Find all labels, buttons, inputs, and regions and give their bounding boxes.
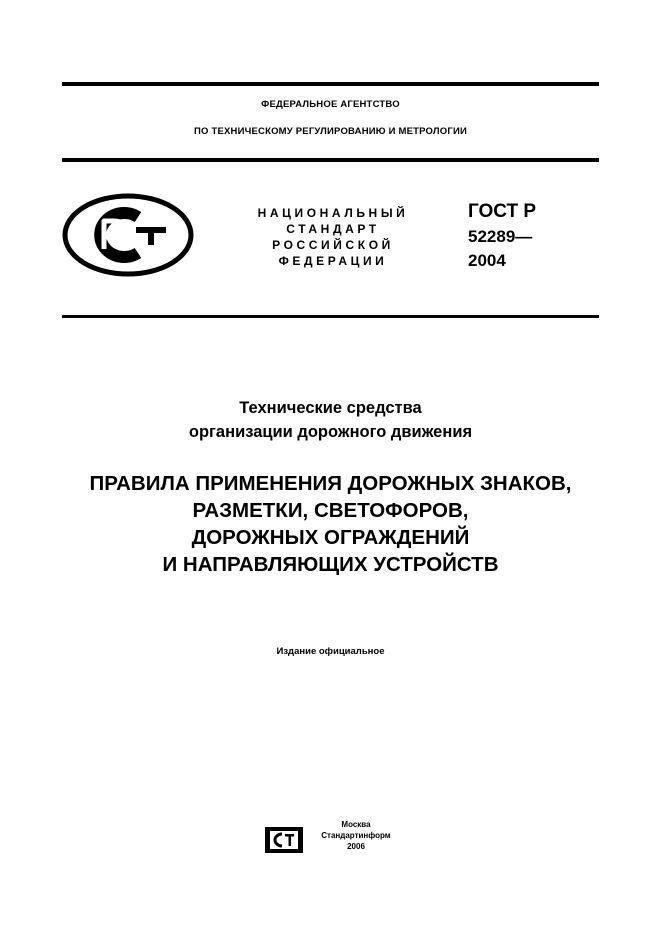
header-divider <box>62 158 599 162</box>
national-standard-line: СТАНДАРТ <box>286 222 380 236</box>
agency-name-line-2: ПО ТЕХНИЧЕСКОМУ РЕГУЛИРОВАНИЮ И МЕТРОЛОГИИ <box>194 126 467 137</box>
official-edition-note: Издание официальное <box>276 646 385 657</box>
imprint-publisher: Стандартинформ <box>321 831 391 840</box>
national-standard-line: НАЦИОНАЛЬНЫЙ <box>257 206 409 220</box>
top-divider <box>62 82 599 86</box>
document-title <box>40 470 621 578</box>
document-subtitle <box>62 396 599 444</box>
subtitle-line: организации дорожного движения <box>188 423 473 441</box>
imprint-city: Москва <box>341 820 371 829</box>
rst-certification-mark-icon <box>62 193 194 277</box>
national-standard-line: РОССИЙСКОЙ <box>272 238 394 252</box>
standard-designation <box>468 200 536 272</box>
subtitle-line: Технические средства <box>239 399 422 417</box>
agency-name-line-1: ФЕДЕРАЛЬНОЕ АГЕНТСТВО <box>261 99 400 110</box>
gost-year: 2004 <box>468 251 506 270</box>
gost-prefix: ГОСТ Р <box>468 201 537 222</box>
national-standard-label <box>238 205 428 269</box>
publisher-imprint <box>310 819 402 852</box>
title-line: И НАПРАВЛЯЮЩИХ УСТРОЙСТВ <box>162 553 499 576</box>
gost-number: 52289— <box>468 227 533 246</box>
imprint-year: 2006 <box>347 842 365 851</box>
title-line: ПРАВИЛА ПРИМЕНЕНИЯ ДОРОЖНЫХ ЗНАКОВ, <box>89 472 572 495</box>
title-line: ДОРОЖНЫХ ОГРАЖДЕНИЙ <box>191 526 470 549</box>
national-standard-line: ФЕДЕРАЦИИ <box>278 254 388 268</box>
title-line: РАЗМЕТКИ, СВЕТОФОРОВ, <box>192 499 469 522</box>
standard-block-divider <box>62 315 599 318</box>
standartinform-logo-icon <box>264 826 304 854</box>
